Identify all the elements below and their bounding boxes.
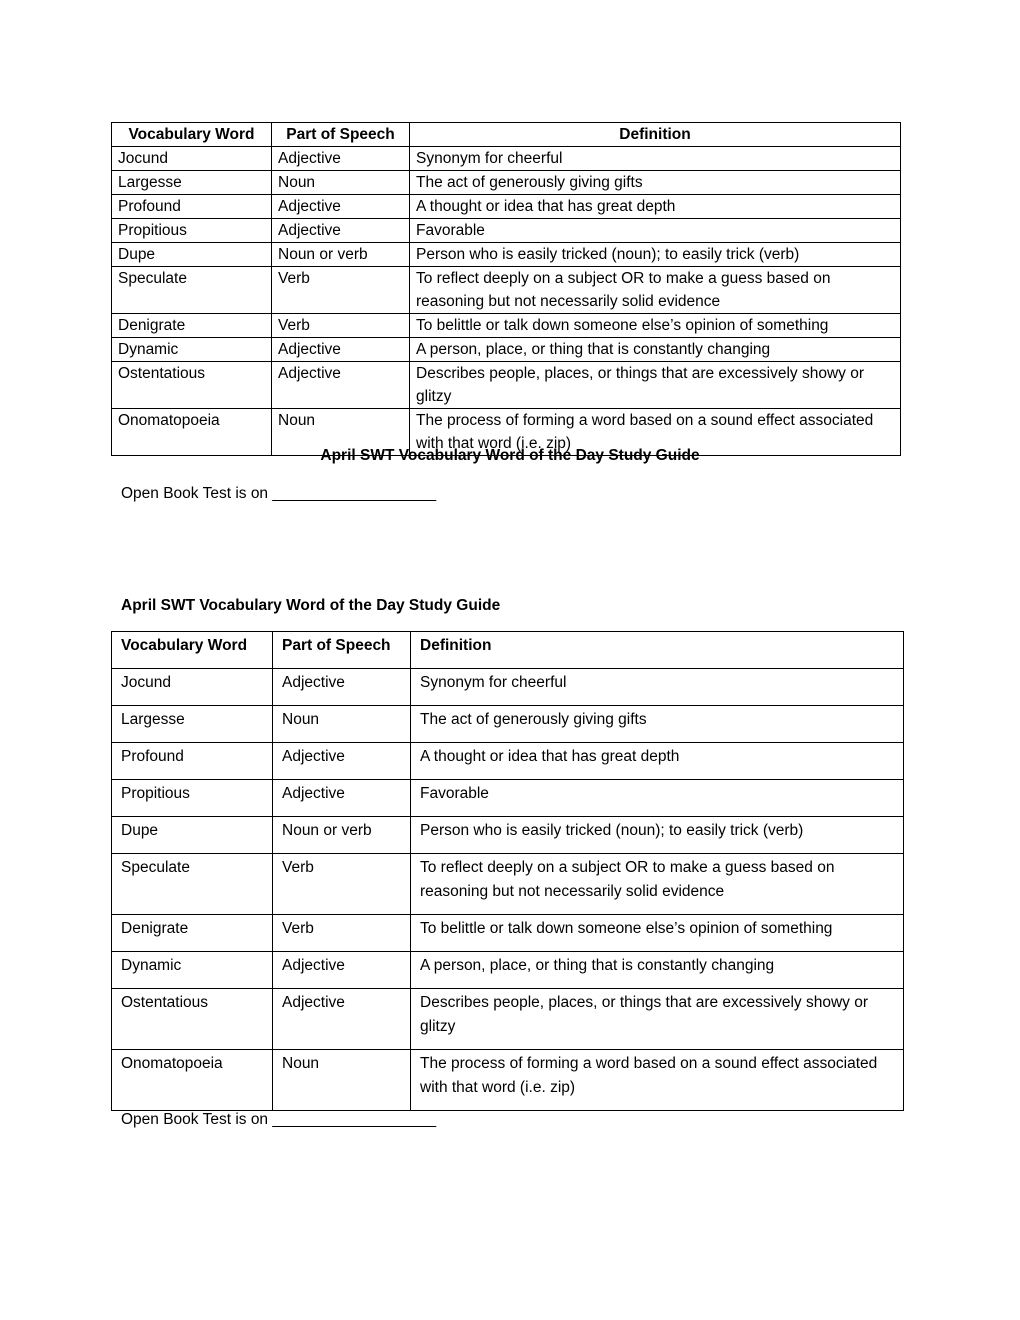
word-cell: Dupe: [112, 243, 272, 267]
table-row: [112, 780, 904, 817]
study-guide-title-bottom: April SWT Vocabulary Word of the Day Study Guide: [121, 597, 501, 614]
definition-cell: Synonym for cheerful: [411, 669, 904, 706]
table-row: [112, 1050, 904, 1111]
table-row: [112, 743, 904, 780]
word-cell: Dynamic: [112, 338, 272, 362]
definition-cell: Describes people, places, or things that are excessively showy or glitzy: [411, 989, 904, 1050]
definition-cell: Describes people, places, or things that are excessively showy or glitzy: [410, 362, 901, 409]
word-cell: Jocund: [112, 147, 272, 171]
table-row: [112, 362, 901, 409]
word-cell: Dupe: [112, 817, 273, 854]
word-cell: Speculate: [112, 854, 273, 915]
pos-cell: Verb: [273, 854, 411, 915]
definition-cell: Person who is easily tricked (noun); to easily trick (verb): [410, 243, 901, 267]
pos-cell: Adjective: [272, 195, 410, 219]
pos-cell: Verb: [273, 915, 411, 952]
definition-cell: The act of generously giving gifts: [411, 706, 904, 743]
definition-cell: A thought or idea that has great depth: [411, 743, 904, 780]
word-cell: Largesse: [112, 706, 273, 743]
table-row: [112, 706, 904, 743]
word-cell: Profound: [112, 743, 273, 780]
header-definition: Definition: [411, 632, 904, 669]
pos-cell: Adjective: [273, 780, 411, 817]
pos-cell: Noun: [272, 409, 410, 456]
definition-cell: The process of forming a word based on a sound effect associated with that word (i.e. zip): [410, 409, 901, 456]
pos-cell: Adjective: [273, 952, 411, 989]
header-vocabulary-word: Vocabulary Word: [112, 123, 272, 147]
table-row: [112, 219, 901, 243]
pos-cell: Verb: [272, 314, 410, 338]
vocabulary-table-bottom: [111, 631, 904, 1111]
word-cell: Ostentatious: [112, 989, 273, 1050]
definition-cell: Favorable: [411, 780, 904, 817]
word-cell: Propitious: [112, 780, 273, 817]
table-row: [112, 314, 901, 338]
table-row: [112, 267, 901, 314]
header-part-of-speech: Part of Speech: [272, 123, 410, 147]
vocabulary-table-top: [111, 122, 901, 456]
pos-cell: Adjective: [272, 219, 410, 243]
table-row: [112, 915, 904, 952]
table-row: [112, 669, 904, 706]
table-row: [112, 989, 904, 1050]
definition-cell: A thought or idea that has great depth: [410, 195, 901, 219]
open-book-test-line-top: Open Book Test is on ___________________: [121, 485, 437, 502]
definition-cell: The process of forming a word based on a sound effect associated with that word (i.e. zip): [411, 1050, 904, 1111]
definition-cell: Person who is easily tricked (noun); to easily trick (verb): [411, 817, 904, 854]
open-book-test-line-bottom: Open Book Test is on ___________________: [121, 1111, 437, 1128]
pos-cell: Verb: [272, 267, 410, 314]
pos-cell: Adjective: [272, 338, 410, 362]
word-cell: Denigrate: [112, 314, 272, 338]
header-definition: Definition: [410, 123, 901, 147]
pos-cell: Noun or verb: [273, 817, 411, 854]
pos-cell: Adjective: [273, 989, 411, 1050]
pos-cell: Adjective: [272, 362, 410, 409]
table-row: [112, 817, 904, 854]
word-cell: Propitious: [112, 219, 272, 243]
definition-cell: To belittle or talk down someone else’s opinion of something: [410, 314, 901, 338]
word-cell: Jocund: [112, 669, 273, 706]
header-part-of-speech: Part of Speech: [273, 632, 411, 669]
pos-cell: Noun: [273, 1050, 411, 1111]
table-row: [112, 338, 901, 362]
table-row: [112, 171, 901, 195]
word-cell: Speculate: [112, 267, 272, 314]
definition-cell: A person, place, or thing that is constantly changing: [411, 952, 904, 989]
word-cell: Onomatopoeia: [112, 409, 272, 456]
word-cell: Onomatopoeia: [112, 1050, 273, 1111]
table-row: [112, 147, 901, 171]
pos-cell: Adjective: [273, 669, 411, 706]
pos-cell: Adjective: [272, 147, 410, 171]
header-vocabulary-word: Vocabulary Word: [112, 632, 273, 669]
definition-cell: Favorable: [410, 219, 901, 243]
pos-cell: Noun: [272, 171, 410, 195]
table-row: [112, 854, 904, 915]
table-header-row: [112, 632, 904, 669]
study-guide-title-top: April SWT Vocabulary Word of the Day Study Guide: [320, 447, 700, 464]
pos-cell: Noun or verb: [272, 243, 410, 267]
table-row: [112, 243, 901, 267]
table-header-row: [112, 123, 901, 147]
table-row: [112, 952, 904, 989]
definition-cell: To belittle or talk down someone else’s opinion of something: [411, 915, 904, 952]
definition-cell: To reflect deeply on a subject OR to make a guess based on reasoning but not necessarily solid evidence: [410, 267, 901, 314]
word-cell: Dynamic: [112, 952, 273, 989]
definition-cell: To reflect deeply on a subject OR to make a guess based on reasoning but not necessarily solid evidence: [411, 854, 904, 915]
pos-cell: Noun: [273, 706, 411, 743]
word-cell: Ostentatious: [112, 362, 272, 409]
table-row: [112, 195, 901, 219]
word-cell: Largesse: [112, 171, 272, 195]
word-cell: Denigrate: [112, 915, 273, 952]
definition-cell: Synonym for cheerful: [410, 147, 901, 171]
pos-cell: Adjective: [273, 743, 411, 780]
word-cell: Profound: [112, 195, 272, 219]
definition-cell: A person, place, or thing that is constantly changing: [410, 338, 901, 362]
definition-cell: The act of generously giving gifts: [410, 171, 901, 195]
